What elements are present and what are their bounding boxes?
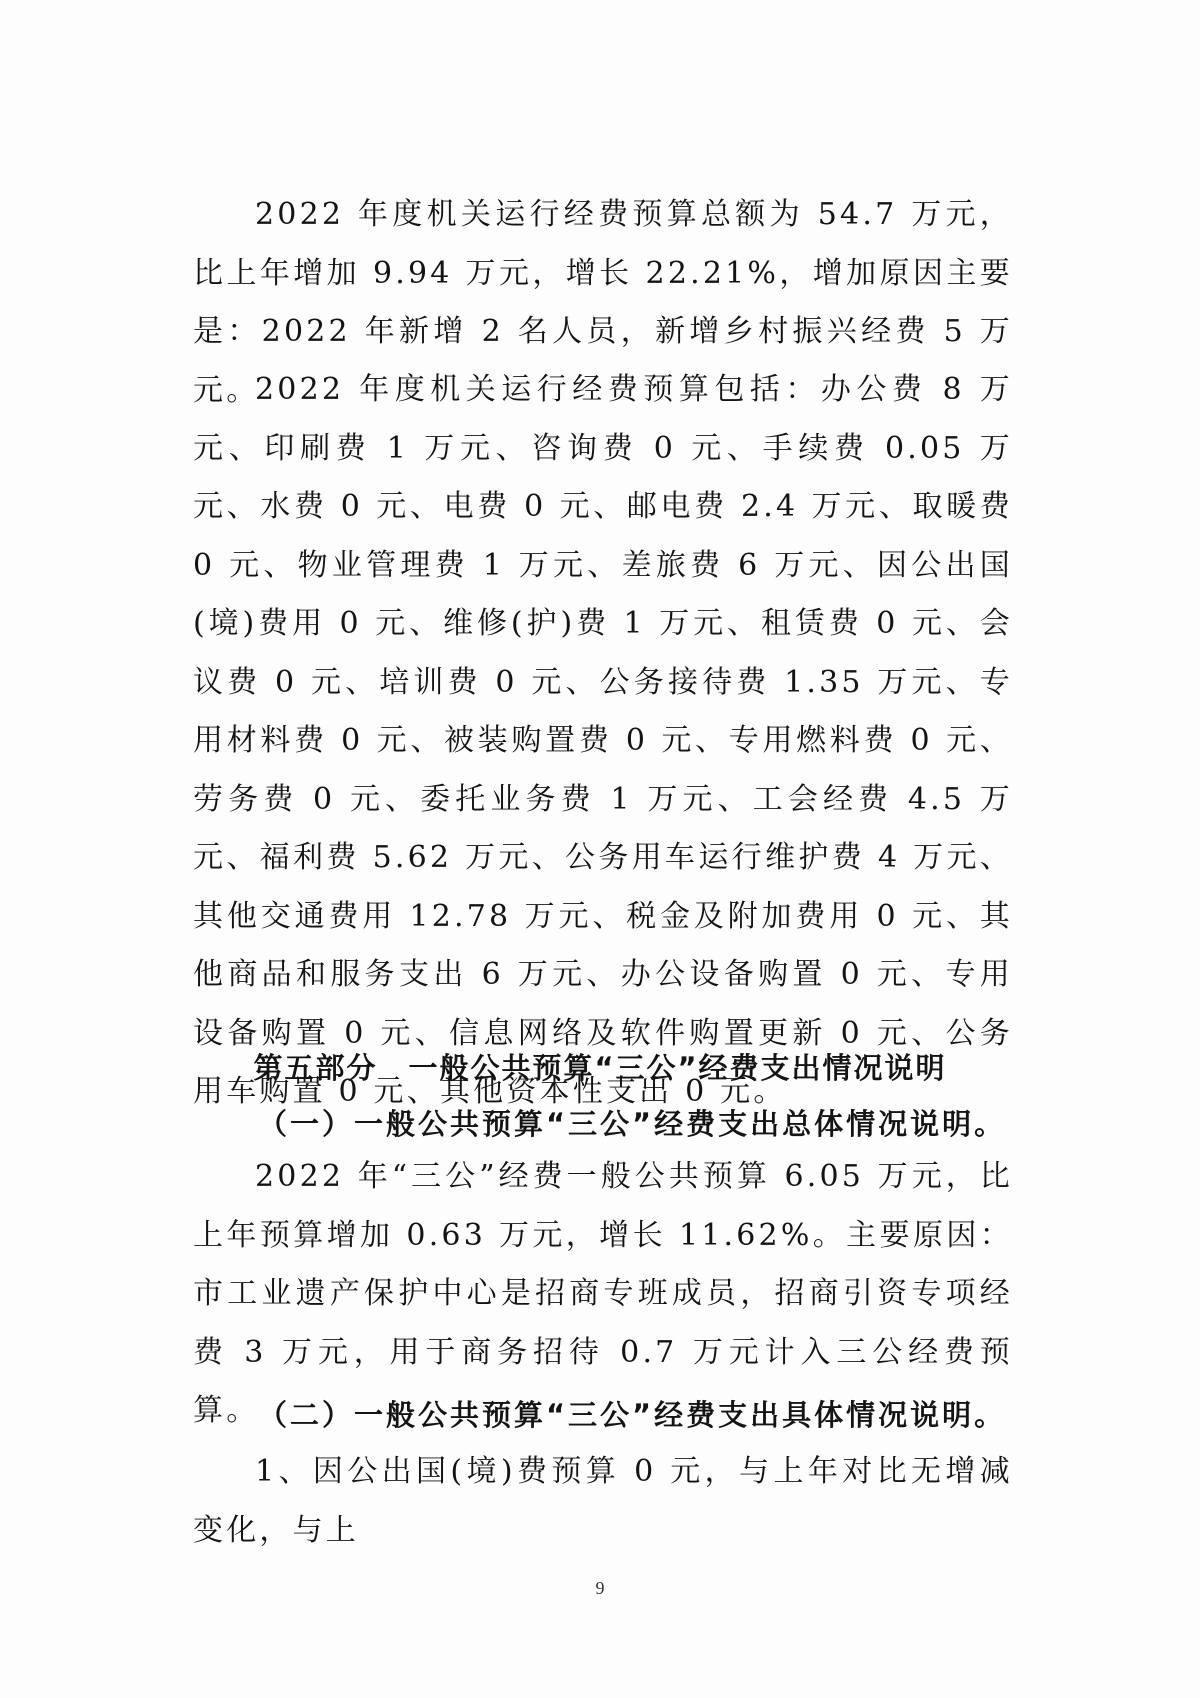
page-number: 9: [595, 1578, 605, 1598]
paragraph-three-public-total: 2022 年“三公”经费一般公共预算 6.05 万元，比上年预算增加 0.63 万元，增长 11.62%。主要原因：市工业遗产保护中心是招商专班成员，招商引资专项经费 3 万元，用于商务招待 0.7 万元计入三公经费预算。: [193, 1159, 1013, 1428]
paragraph-operating-breakdown: 2022 年度机关运行经费预算包括：办公费 8 万元、印刷费 1 万元、咨询费 0 元、手续费 0.05 万元、水费 0 元、电费 0 元、邮电费 2.4 万元、取暖费 0 元、物业管理费 1 万元、差旅费 6 万元、因公出国(境)费用 0 元、维修(护)费 1 万元、租赁费 0 元、会议费 0 元、培训费 0 元、公务接待费 1.35 万元、专用材料费 0 元、被装购置费 0 元、专用燃料费 0 元、劳务费 0 元、委托业务费 1 万元、工会经费 4.5 万元、福利费 5.62 万元、公务用车运行维护费 4 万元、其他交通费用 12.78 万元、税金及附加费用 0 元、其他商品和服务支出 6 万元、办公设备购置 0 元、专用设备购置 0 元、信息网络及软件购置更新 0 元、公务用车购置 0 元、其他资本性支出 0 元。: [193, 372, 1013, 1109]
section-five-heading: 第五部分 一般公共预算“三公”经费支出情况说明: [253, 1051, 947, 1085]
subsection-two-heading: （二）一般公共预算“三公”经费支出具体情况说明。: [258, 1398, 1007, 1432]
subsection-one-heading: （一）一般公共预算“三公”经费支出总体情况说明。: [258, 1107, 1007, 1141]
paragraph-operating-total: 2022 年度机关运行经费预算总额为 54.7 万元，比上年增加 9.94 万元，增长 22.21%，增加原因主要是：2022 年新增 2 名人员，新增乡村振兴经费 5 万元。: [193, 197, 1013, 408]
paragraph-outbound-travel: 1、因公出国(境)费预算 0 元，与上年对比无增减变化，与上: [193, 1454, 1013, 1548]
